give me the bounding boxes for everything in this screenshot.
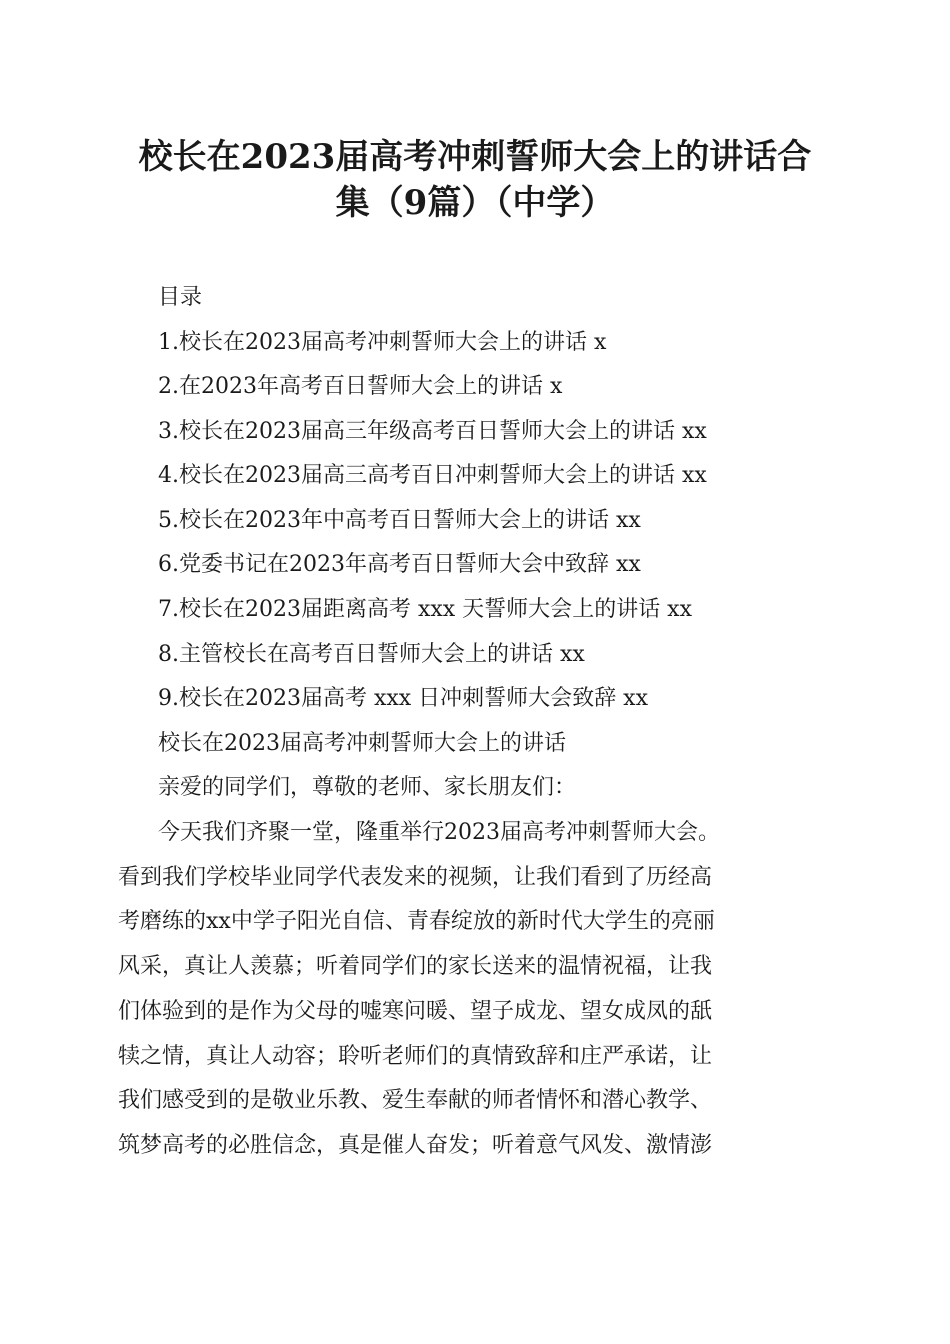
body-line: 我们感受到的是敬业乐教、爱生奉献的师者情怀和潜心教学、 — [118, 1088, 713, 1114]
body-line: 们体验到的是作为父母的嘘寒问暖、望子成龙、望女成凤的舐 — [118, 998, 713, 1024]
body-line: 风采，真让人羡慕；听着同学们的家长送来的温情祝福，让我 — [118, 954, 713, 980]
toc-item-6: 6.党委书记在2023年高考百日誓师大会中致辞 xx — [158, 552, 641, 577]
title-line-2: 集（9篇）（中学） — [335, 183, 615, 223]
toc-heading: 目录 — [158, 285, 203, 310]
section-title: 校长在2023届高考冲刺誓师大会上的讲话 — [158, 731, 566, 756]
toc-item-9: 9.校长在2023届高考 xxx 日冲刺誓师大会致辞 xx — [158, 686, 648, 711]
toc-item-2: 2.在2023年高考百日誓师大会上的讲话 x — [158, 374, 563, 399]
toc-item-5: 5.校长在2023年中高考百日誓师大会上的讲话 xx — [158, 508, 641, 533]
toc-item-3: 3.校长在2023届高三年级高考百日誓师大会上的讲话 xx — [158, 419, 707, 444]
toc-item-4: 4.校长在2023届高三高考百日冲刺誓师大会上的讲话 xx — [158, 463, 707, 488]
toc-item-7: 7.校长在2023届距离高考 xxx 天誓师大会上的讲话 xx — [158, 597, 692, 622]
document-title — [110, 134, 840, 226]
body-paragraph — [118, 811, 834, 1169]
toc-item-1: 1.校长在2023届高考冲刺誓师大会上的讲话 x — [158, 330, 607, 355]
body-line: 看到我们学校毕业同学代表发来的视频，让我们看到了历经高 — [118, 864, 713, 890]
body-line: 筑梦高考的必胜信念，真是催人奋发；听着意气风发、激情澎 — [118, 1132, 713, 1158]
salutation: 亲爱的同学们，尊敬的老师、家长朋友们： — [158, 775, 577, 800]
body-line: 考磨练的xx中学子阳光自信、青春绽放的新时代大学生的亮丽 — [118, 909, 715, 935]
body-line: 今天我们齐聚一堂，隆重举行2023届高考冲刺誓师大会。 — [158, 820, 720, 845]
title-line-1: 校长在2023届高考冲刺誓师大会上的讲话合 — [138, 137, 812, 177]
body-line: 犊之情，真让人动容；聆听老师们的真情致辞和庄严承诺，让 — [118, 1043, 713, 1069]
toc-item-8: 8.主管校长在高考百日誓师大会上的讲话 xx — [158, 642, 585, 667]
